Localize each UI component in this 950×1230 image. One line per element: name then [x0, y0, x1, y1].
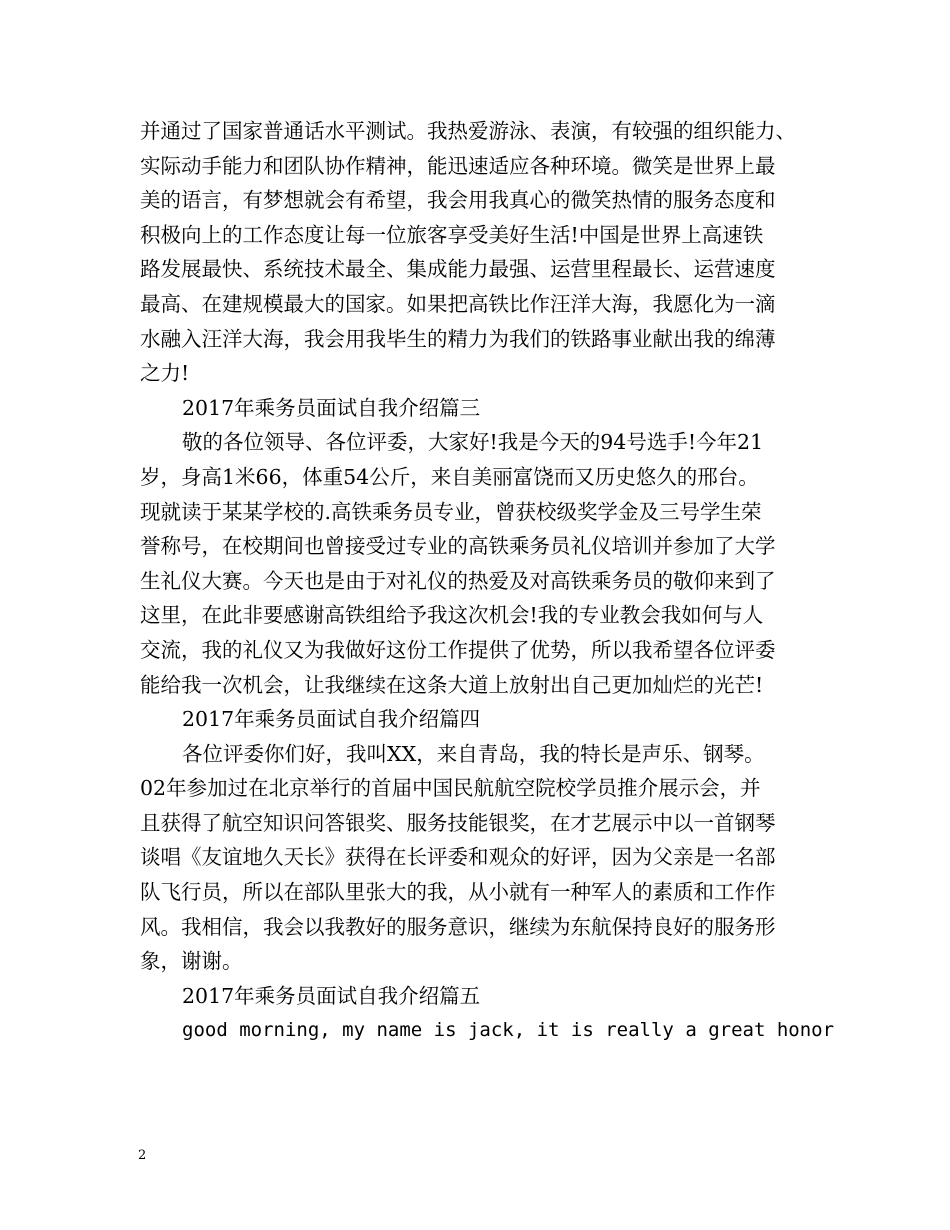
text-line: 风。我相信，我会以我教好的服务意识，继续为东航保持良好的服务形 — [140, 914, 776, 939]
text-line: 并通过了国家普通话水平测试。我热爱游泳、表演，有较强的组织能力、 — [140, 119, 796, 143]
text-line: 实际动手能力和团队协作精神，能迅速适应各种环境。微笑是世界上最 — [140, 153, 776, 178]
text-line: 生礼仪大赛。今天也是由于对礼仪的热爱及对高铁乘务员的敬仰来到了 — [140, 568, 776, 593]
text-line: 象，谢谢。 — [140, 949, 243, 974]
text-line: 最高、在建规模最大的国家。如果把高铁比作汪洋大海，我愿化为一滴 — [140, 291, 776, 316]
text-line: 现就读于某某学校的.高铁乘务员专业，曾获校级奖学金及三号学生荣 — [140, 499, 762, 524]
document-body — [140, 114, 835, 1048]
text-line: 积极向上的工作态度让每一位旅客享受美好生活!中国是世界上高速铁 — [140, 222, 764, 247]
text-line: 之力! — [140, 361, 190, 386]
text-line: 敬的各位领导、各位评委，大家好!我是今天的94号选手!今年21 — [182, 430, 764, 455]
text-line: 2017年乘务员面试自我介绍篇三 — [182, 395, 481, 420]
text-line: 且获得了航空知识问答银奖、服务技能银奖，在才艺展示中以一首钢琴 — [140, 810, 776, 835]
text-line: 水融入汪洋大海，我会用我毕生的精力为我们的铁路事业献出我的绵薄 — [140, 326, 776, 351]
text-line: 岁，身高1米66，体重54公斤，来自美丽富饶而又历史悠久的邢台。 — [140, 464, 759, 489]
text-line: 能给我一次机会，让我继续在这条大道上放射出自己更加灿烂的光芒! — [140, 672, 764, 697]
text-line: 路发展最快、系统技术最全、集成能力最强、运营里程最长、运营速度 — [140, 257, 776, 282]
text-line: 各位评委你们好，我叫XX，来自青岛，我的特长是声乐、钢琴。 — [182, 741, 765, 766]
text-line: 誉称号，在校期间也曾接受过专业的高铁乘务员礼仪培训并参加了大学 — [140, 534, 776, 559]
text-line: 2017年乘务员面试自我介绍篇四 — [182, 707, 481, 732]
text-line: 队飞行员，所以在部队里张大的我，从小就有一种军人的素质和工作作 — [140, 880, 776, 905]
page-number: 2 — [138, 1148, 147, 1163]
text-line: 谈唱《友谊地久天长》获得在长评委和观众的好评，因为父亲是一名部 — [140, 845, 776, 870]
text-line: 这里，在此非要感谢高铁组给予我这次机会!我的专业教会我如何与人 — [140, 603, 764, 628]
text-line: 美的语言，有梦想就会有希望，我会用我真心的微笑热情的服务态度和 — [140, 188, 776, 213]
text-line: 2017年乘务员面试自我介绍篇五 — [182, 983, 481, 1008]
text-line: good morning, my name is jack, it is really a great honor — [182, 1019, 835, 1042]
text-line: 交流，我的礼仪又为我做好这份工作提供了优势，所以我希望各位评委 — [140, 637, 776, 662]
text-line: 02年参加过在北京举行的首届中国民航航空院校学员推介展示会，并 — [140, 776, 761, 801]
